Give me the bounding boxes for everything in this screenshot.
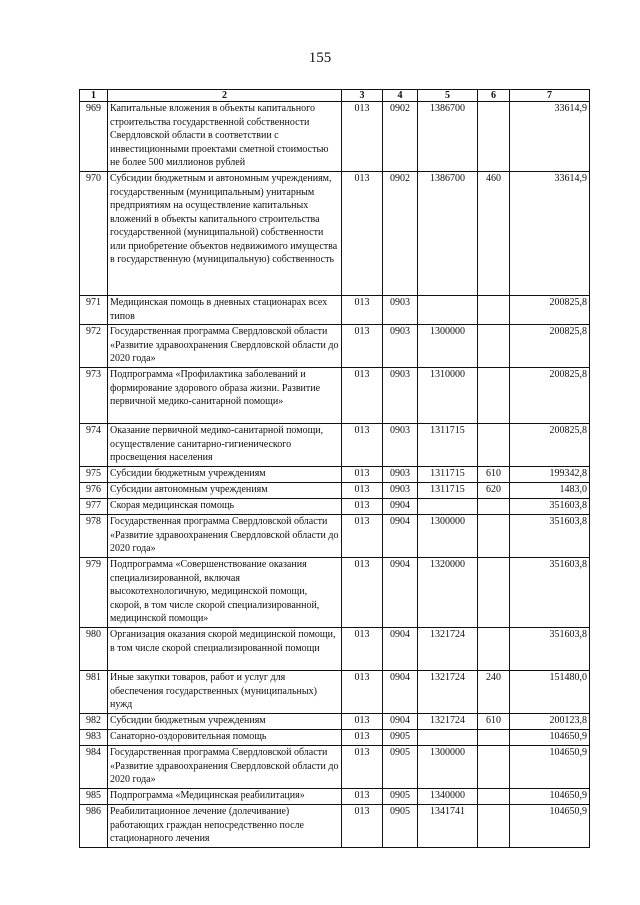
row-number-cell: 984 xyxy=(80,746,108,789)
expense-type-cell xyxy=(478,368,510,424)
amount-cell: 1483,0 xyxy=(510,483,590,499)
amount-cell: 351603,8 xyxy=(510,515,590,558)
table-row xyxy=(80,483,590,499)
target-code-cell xyxy=(418,499,478,515)
target-code-cell: 1311715 xyxy=(418,424,478,467)
column-header: 6 xyxy=(478,90,510,102)
section-code-cell: 0905 xyxy=(383,789,418,805)
expense-type-cell xyxy=(478,102,510,172)
ministry-code-cell: 013 xyxy=(342,483,383,499)
table-header-row xyxy=(80,90,590,102)
budget-table xyxy=(79,89,590,848)
item-name-cell: Субсидии бюджетным учреждениям xyxy=(108,467,342,483)
item-name-cell: Государственная программа Свердловской области «Развитие здравоохранения Свердловской области до 2020 года» xyxy=(108,746,342,789)
target-code-cell: 1311715 xyxy=(418,467,478,483)
ministry-code-cell: 013 xyxy=(342,789,383,805)
amount-cell: 200123,8 xyxy=(510,714,590,730)
table-row xyxy=(80,805,590,848)
section-code-cell: 0902 xyxy=(383,172,418,296)
row-number-cell: 981 xyxy=(80,671,108,714)
target-code-cell: 1386700 xyxy=(418,102,478,172)
target-code-cell xyxy=(418,296,478,325)
page-number: 155 xyxy=(308,50,332,66)
ministry-code-cell: 013 xyxy=(342,296,383,325)
section-code-cell: 0905 xyxy=(383,730,418,746)
table-row xyxy=(80,102,590,172)
target-code-cell xyxy=(418,730,478,746)
expense-type-cell xyxy=(478,499,510,515)
table-row xyxy=(80,746,590,789)
column-header: 7 xyxy=(510,90,590,102)
ministry-code-cell: 013 xyxy=(342,499,383,515)
expense-type-cell: 610 xyxy=(478,714,510,730)
section-code-cell: 0903 xyxy=(383,296,418,325)
ministry-code-cell: 013 xyxy=(342,805,383,848)
row-number-cell: 976 xyxy=(80,483,108,499)
item-name-cell: Государственная программа Свердловской области «Развитие здравоохранения Свердловской области до 2020 года» xyxy=(108,515,342,558)
ministry-code-cell: 013 xyxy=(342,714,383,730)
amount-cell: 104650,9 xyxy=(510,805,590,848)
row-number-cell: 980 xyxy=(80,628,108,671)
amount-cell: 200825,8 xyxy=(510,368,590,424)
ministry-code-cell: 013 xyxy=(342,628,383,671)
column-header: 4 xyxy=(383,90,418,102)
item-name-cell: Субсидии бюджетным и автономным учреждениям, государственным (муниципальным) унитарным предприятиям на осуществление капитальных вложений в объекты капитального строительства государственной (муниципальной) собственности или приобретение объектов недвижимого имущества в государственную (муниципальную) собственность xyxy=(108,172,342,296)
target-code-cell: 1340000 xyxy=(418,789,478,805)
table-row xyxy=(80,499,590,515)
target-code-cell: 1320000 xyxy=(418,558,478,628)
section-code-cell: 0904 xyxy=(383,515,418,558)
target-code-cell: 1321724 xyxy=(418,671,478,714)
table-row xyxy=(80,172,590,296)
section-code-cell: 0904 xyxy=(383,714,418,730)
item-name-cell: Субсидии бюджетным учреждениям xyxy=(108,714,342,730)
table-body xyxy=(80,102,590,848)
row-number-cell: 977 xyxy=(80,499,108,515)
section-code-cell: 0903 xyxy=(383,368,418,424)
row-number-cell: 985 xyxy=(80,789,108,805)
item-name-cell: Подпрограмма «Медицинская реабилитация» xyxy=(108,789,342,805)
item-name-cell: Реабилитационное лечение (долечивание) работающих граждан непосредственно после стационарного лечения xyxy=(108,805,342,848)
ministry-code-cell: 013 xyxy=(342,746,383,789)
item-name-cell: Подпрограмма «Совершенствование оказания специализированной, включая высокотехнологичную, медицинской помощи, скорой, в том числе скорой специализированной, медицинской помощи» xyxy=(108,558,342,628)
column-header: 5 xyxy=(418,90,478,102)
table-row xyxy=(80,296,590,325)
expense-type-cell: 460 xyxy=(478,172,510,296)
section-code-cell: 0904 xyxy=(383,558,418,628)
amount-cell: 104650,9 xyxy=(510,730,590,746)
row-number-cell: 973 xyxy=(80,368,108,424)
amount-cell: 33614,9 xyxy=(510,102,590,172)
item-name-cell: Скорая медицинская помощь xyxy=(108,499,342,515)
column-header: 2 xyxy=(108,90,342,102)
ministry-code-cell: 013 xyxy=(342,424,383,467)
section-code-cell: 0905 xyxy=(383,746,418,789)
table-row xyxy=(80,368,590,424)
section-code-cell: 0904 xyxy=(383,671,418,714)
ministry-code-cell: 013 xyxy=(342,102,383,172)
section-code-cell: 0904 xyxy=(383,628,418,671)
target-code-cell: 1311715 xyxy=(418,483,478,499)
ministry-code-cell: 013 xyxy=(342,515,383,558)
expense-type-cell xyxy=(478,296,510,325)
section-code-cell: 0903 xyxy=(383,424,418,467)
item-name-cell: Санаторно-оздоровительная помощь xyxy=(108,730,342,746)
target-code-cell: 1300000 xyxy=(418,746,478,789)
expense-type-cell xyxy=(478,746,510,789)
expense-type-cell xyxy=(478,805,510,848)
expense-type-cell xyxy=(478,424,510,467)
item-name-cell: Подпрограмма «Профилактика заболеваний и формирование здорового образа жизни. Развитие первичной медико-санитарной помощи» xyxy=(108,368,342,424)
ministry-code-cell: 013 xyxy=(342,325,383,368)
expense-type-cell xyxy=(478,730,510,746)
section-code-cell: 0903 xyxy=(383,467,418,483)
amount-cell: 104650,9 xyxy=(510,789,590,805)
table-row xyxy=(80,730,590,746)
amount-cell: 151480,0 xyxy=(510,671,590,714)
item-name-cell: Иные закупки товаров, работ и услуг для обеспечения государственных (муниципальных) нужд xyxy=(108,671,342,714)
table-row xyxy=(80,558,590,628)
ministry-code-cell: 013 xyxy=(342,172,383,296)
target-code-cell: 1300000 xyxy=(418,325,478,368)
target-code-cell: 1300000 xyxy=(418,515,478,558)
item-name-cell: Субсидии автономным учреждениям xyxy=(108,483,342,499)
ministry-code-cell: 013 xyxy=(342,671,383,714)
row-number-cell: 972 xyxy=(80,325,108,368)
row-number-cell: 986 xyxy=(80,805,108,848)
row-number-cell: 974 xyxy=(80,424,108,467)
item-name-cell: Медицинская помощь в дневных стационарах всех типов xyxy=(108,296,342,325)
expense-type-cell xyxy=(478,628,510,671)
expense-type-cell xyxy=(478,789,510,805)
table-row xyxy=(80,671,590,714)
target-code-cell: 1310000 xyxy=(418,368,478,424)
section-code-cell: 0905 xyxy=(383,805,418,848)
amount-cell: 351603,8 xyxy=(510,558,590,628)
table-row xyxy=(80,714,590,730)
column-header: 1 xyxy=(80,90,108,102)
row-number-cell: 982 xyxy=(80,714,108,730)
amount-cell: 33614,9 xyxy=(510,172,590,296)
table-row xyxy=(80,325,590,368)
ministry-code-cell: 013 xyxy=(342,467,383,483)
expense-type-cell xyxy=(478,515,510,558)
item-name-cell: Государственная программа Свердловской области «Развитие здравоохранения Свердловской области до 2020 года» xyxy=(108,325,342,368)
item-name-cell: Капитальные вложения в объекты капитального строительства государственной собственности Свердловской области в соответствии с инвестиционными проектами сметной стоимостью не более 500 миллионов рублей xyxy=(108,102,342,172)
amount-cell: 199342,8 xyxy=(510,467,590,483)
item-name-cell: Организация оказания скорой медицинской помощи, в том числе скорой специализированной помощи xyxy=(108,628,342,671)
row-number-cell: 970 xyxy=(80,172,108,296)
row-number-cell: 979 xyxy=(80,558,108,628)
row-number-cell: 971 xyxy=(80,296,108,325)
ministry-code-cell: 013 xyxy=(342,368,383,424)
row-number-cell: 969 xyxy=(80,102,108,172)
amount-cell: 200825,8 xyxy=(510,296,590,325)
table-row xyxy=(80,424,590,467)
table-row xyxy=(80,467,590,483)
ministry-code-cell: 013 xyxy=(342,730,383,746)
ministry-code-cell: 013 xyxy=(342,558,383,628)
item-name-cell: Оказание первичной медико-санитарной помощи, осуществление санитарно-гигиенического просвещения населения xyxy=(108,424,342,467)
table-row xyxy=(80,628,590,671)
expense-type-cell: 620 xyxy=(478,483,510,499)
amount-cell: 104650,9 xyxy=(510,746,590,789)
section-code-cell: 0903 xyxy=(383,325,418,368)
column-header: 3 xyxy=(342,90,383,102)
target-code-cell: 1386700 xyxy=(418,172,478,296)
target-code-cell: 1321724 xyxy=(418,628,478,671)
target-code-cell: 1341741 xyxy=(418,805,478,848)
section-code-cell: 0902 xyxy=(383,102,418,172)
row-number-cell: 975 xyxy=(80,467,108,483)
amount-cell: 200825,8 xyxy=(510,424,590,467)
amount-cell: 351603,8 xyxy=(510,499,590,515)
amount-cell: 351603,8 xyxy=(510,628,590,671)
table-row xyxy=(80,515,590,558)
target-code-cell: 1321724 xyxy=(418,714,478,730)
table-row xyxy=(80,789,590,805)
section-code-cell: 0903 xyxy=(383,483,418,499)
row-number-cell: 983 xyxy=(80,730,108,746)
section-code-cell: 0904 xyxy=(383,499,418,515)
expense-type-cell xyxy=(478,325,510,368)
amount-cell: 200825,8 xyxy=(510,325,590,368)
expense-type-cell: 610 xyxy=(478,467,510,483)
expense-type-cell: 240 xyxy=(478,671,510,714)
row-number-cell: 978 xyxy=(80,515,108,558)
expense-type-cell xyxy=(478,558,510,628)
